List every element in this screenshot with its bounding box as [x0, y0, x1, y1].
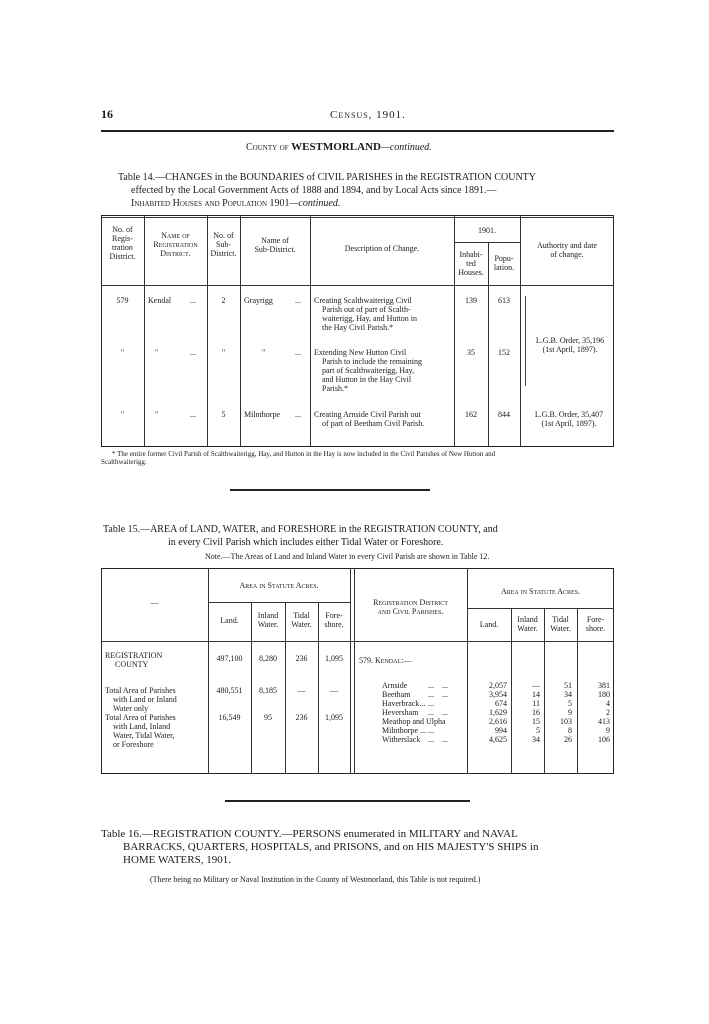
- parish-fore: 9: [606, 726, 610, 735]
- parish-tidal: 26: [564, 735, 572, 744]
- county-suffix: —continued.: [380, 142, 432, 153]
- t15-head-tidal-r: Tidal Water.: [550, 615, 571, 633]
- t14-head-name-reg: Name of Registration District.: [153, 231, 198, 258]
- t14-r3-name: ": [155, 410, 159, 419]
- t15-head-land-l: Land.: [220, 616, 239, 625]
- parish-name: Beetham: [382, 690, 411, 699]
- table16-note: (There being no Military or Naval Institution in the County of Westmorland, this Table is not required.): [150, 875, 481, 884]
- parish-inland: 11: [532, 699, 540, 708]
- parish-dots: ... ...: [428, 681, 448, 690]
- parish-dots: ... ...: [428, 708, 448, 717]
- t14-r1-houses: 139: [465, 296, 477, 305]
- table16-line2: BARRACKS, QUARTERS, HOSPITALS, and PRISONS, and on HIS MAJESTY'S SHIPS in: [123, 841, 539, 853]
- t15-left-row1-inland: 8,280: [259, 654, 277, 663]
- t14-r1-no: 579: [116, 296, 129, 305]
- t14-head-houses: Inhabi- ted Houses.: [458, 250, 484, 277]
- parish-tidal: 8: [568, 726, 572, 735]
- t14-r2-dots1: ...: [190, 348, 196, 357]
- t14-r2-desc: Extending New Hutton Civil Parish to include the remaining part of Scalthwaiterigg, Hay, and Hutton in the Hay Civil Parish.*: [314, 348, 422, 393]
- parish-inland: 16: [532, 708, 540, 717]
- table14-title-line3-b: —continued.: [289, 198, 341, 209]
- parish-inland: 34: [532, 735, 540, 744]
- parish-fore: 381: [598, 681, 610, 690]
- parish-land: 2,057: [489, 681, 507, 690]
- page-number: 16: [101, 107, 113, 121]
- t15-head-fore-r: Fore- shore.: [585, 615, 606, 633]
- t14-r1-population: 613: [498, 296, 510, 305]
- t15-left-dash: —: [150, 598, 159, 607]
- parish-fore: 106: [598, 735, 610, 744]
- table15-note: Note.—The Areas of Land and Inland Water in every Civil Parish are shown in Table 12.: [205, 552, 490, 561]
- t14-head-authority: Authority and date of change.: [537, 241, 597, 259]
- t14-footnote-1: * The entire former Civil Parish of Scalthwaiterigg, Hay, and Hutton in the Hay is now included in the Civil Parishes of New Hutton and: [112, 450, 496, 458]
- t14-head-no-sub: No. of Sub- District.: [210, 231, 237, 258]
- t14-r2-name: ": [155, 348, 159, 357]
- t14-r3-houses: 162: [465, 410, 477, 419]
- table14-title-line3: [131, 198, 340, 209]
- t15-left-row3-label: Total Area of Parishes with Land, Inland Water, Tidal Water, or Foreshore: [105, 713, 176, 749]
- t15-left-row3-inland: 95: [264, 713, 272, 722]
- table14-top-double: [101, 217, 614, 218]
- t14-r3-sub-no: 5: [221, 410, 226, 419]
- separator-1: [230, 489, 430, 491]
- parish-name: Arnside: [382, 681, 408, 690]
- parish-land: 994: [495, 726, 507, 735]
- t14-r2-dots2: ...: [295, 348, 301, 357]
- parish-land: 3,954: [489, 690, 507, 699]
- parish-tidal: 51: [564, 681, 572, 690]
- t15-head-inland-l: Inland Water.: [257, 611, 279, 629]
- parish-tidal: 9: [568, 708, 572, 717]
- t14-head-description: Description of Change.: [344, 244, 420, 253]
- county-prefix: County of: [246, 142, 289, 153]
- t15-head-land-r: Land.: [479, 620, 499, 629]
- table14-title-line1: Table 14.—CHANGES in the BOUNDARIES of CIVIL PARISHES in the REGISTRATION COUNTY: [118, 172, 536, 183]
- t15-left-row2-label: Total Area of Parishes with Land or Inland Water only: [105, 686, 177, 713]
- t15-left-row3-tidal: 236: [295, 713, 308, 722]
- t14-head-no-reg: No. of Regis- tration District.: [109, 225, 136, 261]
- parish-dots: ... ...: [428, 690, 448, 699]
- parish-fore: 4: [606, 699, 610, 708]
- county-name: WESTMORLAND: [291, 141, 381, 153]
- t15-left-row2-land: 480,551: [216, 686, 243, 695]
- t14-r1-name: Kendal: [148, 296, 172, 305]
- t15-left-row1-fore: 1,095: [325, 654, 343, 663]
- t14-r2-houses: 35: [467, 348, 475, 357]
- t14-r2-no: ": [120, 348, 125, 357]
- table15-title-line1: Table 15.—AREA of LAND, WATER, and FORESHORE in the REGISTRATION COUNTY, and: [103, 524, 498, 535]
- t14-r2-population: 152: [498, 348, 510, 357]
- parish-inland: 14: [532, 690, 540, 699]
- parish-inland: 15: [532, 717, 540, 726]
- t14-r1-sub-no: 2: [221, 296, 226, 305]
- t14-head-name-sub: Name of Sub-District.: [254, 236, 296, 254]
- t15-left-row2-tidal: —: [297, 686, 306, 695]
- t14-r1-desc: Creating Scalthwaiterigg Civil Parish out of part of Scalth- waiterigg, Hay, and Hutton in the Hay Civil Parish.*: [314, 296, 418, 332]
- t14-footnote-2: Scalthwaiterigg.: [101, 458, 147, 466]
- table16-line3: HOME WATERS, 1901.: [123, 854, 231, 866]
- t14-head-population: Popu- lation.: [493, 254, 515, 272]
- parish-name: Witherslack: [382, 735, 421, 744]
- parish-fore: 413: [598, 717, 610, 726]
- t14-r3-sub-name: Milnthorpe: [244, 410, 280, 419]
- table14-title-line2: effected by the Local Government Acts of 1888 and 1894, and by Local Acts since 1891.—: [131, 185, 497, 196]
- t14-head-year: 1901.: [478, 226, 496, 235]
- parish-land: 2,616: [489, 717, 507, 726]
- t15-left-row3-fore: 1,095: [325, 713, 343, 722]
- parish-land: 1,629: [489, 708, 507, 717]
- t15-area-header-left: Area in Statute Acres.: [239, 581, 319, 590]
- t15-reg-header: Registration District and Civil Parishes.: [373, 598, 448, 616]
- t14-r1-dots2: ...: [295, 296, 301, 305]
- parish-tidal: 103: [560, 717, 572, 726]
- t15-district: 579. Kendal:—: [359, 656, 412, 665]
- parish-inland: 5: [536, 726, 540, 735]
- table14-header-rule: [101, 285, 614, 286]
- parish-land: 4,625: [489, 735, 507, 744]
- parish-name: Heversham: [382, 708, 419, 717]
- parish-land: 674: [495, 699, 507, 708]
- county-heading: [246, 142, 432, 153]
- parish-dots: ...: [428, 699, 434, 708]
- parish-fore: 180: [598, 690, 610, 699]
- t14-r3-population: 844: [498, 410, 510, 419]
- t14-authority-1: L.G.B. Order, 35,196 (1st April, 1897).: [535, 336, 605, 354]
- running-title: Census, 1901.: [330, 109, 406, 121]
- parish-tidal: 34: [564, 690, 572, 699]
- parish-name: Milnthorpe ...: [382, 726, 426, 735]
- t15-head-inland-r: Inland Water.: [517, 615, 538, 633]
- t15-head-tidal-l: Tidal Water.: [291, 611, 312, 629]
- parish-fore: 2: [606, 708, 610, 717]
- t15-left-row3-land: 16,549: [218, 713, 241, 722]
- t15-head-fore-l: Fore- shore.: [324, 611, 344, 629]
- t15-left-row1-label: REGISTRATION COUNTY: [105, 651, 163, 669]
- table14-title-line3-a: Inhabited Houses and Population 1901: [131, 198, 290, 209]
- t14-r3-desc: Creating Arnside Civil Parish out of part of Beetham Civil Parish.: [314, 410, 425, 428]
- parish-name: Meathop and Ulpha: [382, 717, 446, 726]
- t15-left-row2-inland: 8,185: [259, 686, 277, 695]
- parish-name: Haverbrack...: [382, 699, 426, 708]
- t14-authority-2: L.G.B. Order, 35,407 (1st April, 1897).: [534, 410, 604, 428]
- t15-left-row2-fore: —: [330, 686, 338, 695]
- t14-r3-dots1: ...: [190, 410, 196, 419]
- table15-title-line2: in every Civil Parish which includes either Tidal Water or Foreshore.: [168, 537, 444, 548]
- parish-tidal: 5: [568, 699, 572, 708]
- t14-r3-no: ": [120, 410, 125, 419]
- t15-area-header-right: Area in Statute Acres.: [500, 587, 581, 596]
- t14-r2-sub-no: ": [221, 348, 226, 357]
- t14-r2-sub-name: ": [262, 348, 266, 357]
- separator-2: [225, 800, 470, 802]
- t14-r1-dots1: ...: [190, 296, 196, 305]
- table16-line1: Table 16.—REGISTRATION COUNTY.—PERSONS enumerated in MILITARY and NAVAL: [101, 828, 518, 840]
- t15-left-row1-tidal: 236: [295, 654, 308, 663]
- t14-r1-sub-name: Grayrigg: [244, 296, 273, 305]
- parish-dots: ...: [428, 726, 434, 735]
- parish-dots: ... ...: [428, 735, 448, 744]
- t15-left-row1-land: 497,100: [216, 654, 243, 663]
- t14-r3-dots2: ...: [295, 410, 301, 419]
- parish-inland: —: [532, 681, 540, 690]
- header-rule: [101, 130, 614, 132]
